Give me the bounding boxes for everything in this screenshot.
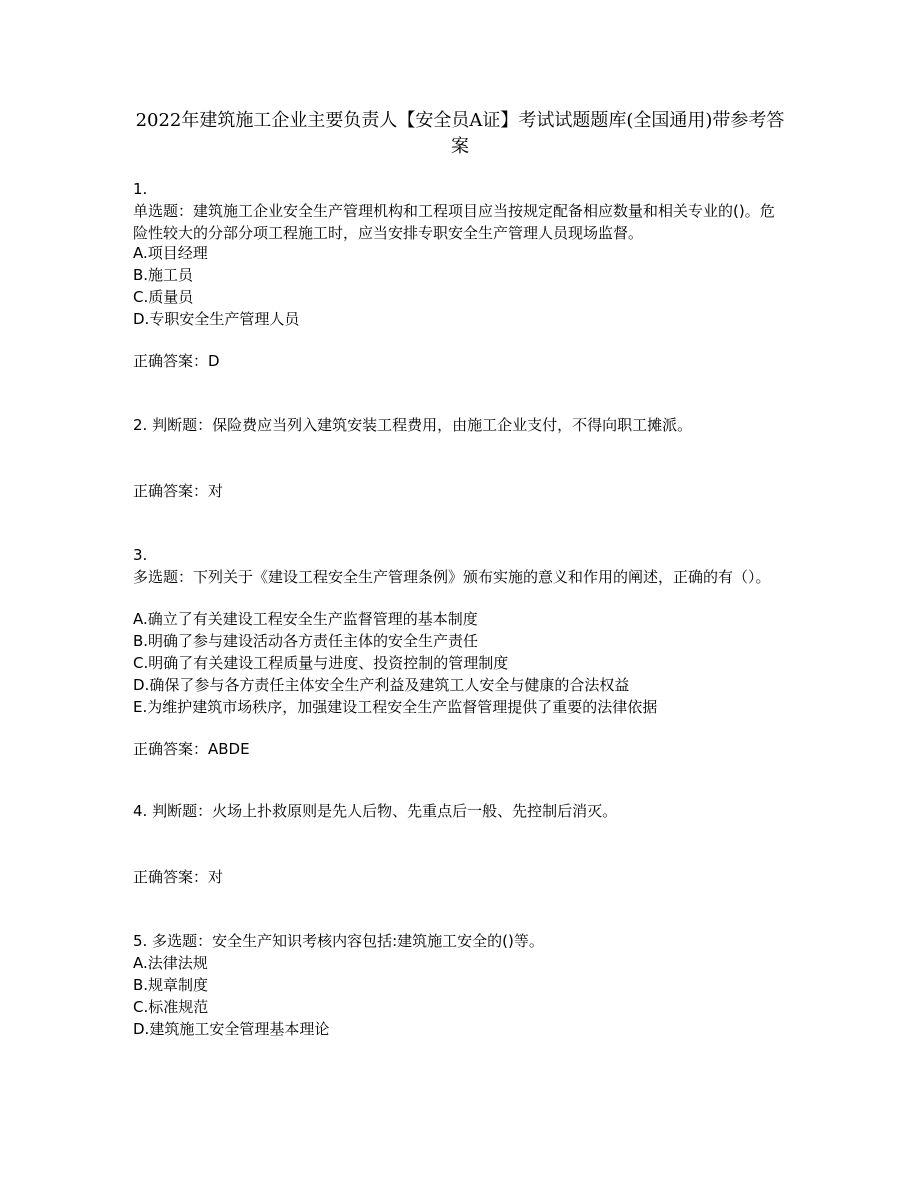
question-stem: 单选题：建筑施工企业安全生产管理机构和工程项目应当按规定配备相应数量和相关专业的()。危险性较大的分部分项工程施工时，应当安排专职安全生产管理人员现场监督。 [133,202,775,242]
answer: 正确答案：D [133,352,220,370]
option: B.明确了参与建设活动各方责任主体的安全生产责任 [133,632,479,650]
question-number: 3. [133,546,148,564]
option: D.确保了参与各方责任主体安全生产利益及建筑工人安全与健康的合法权益 [133,676,630,694]
answer: 正确答案：对 [133,482,224,500]
option: E.为维护建筑市场秩序，加强建设工程安全生产监督管理提供了重要的法律依据 [133,698,658,716]
question-stem: 5. 多选题：安全生产知识考核内容包括:建筑施工安全的()等。 [133,932,544,950]
option: B.规章制度 [133,976,209,994]
answer: 正确答案：ABDE [133,740,250,758]
document-title: 2022年建筑施工企业主要负责人【安全员A证】考试试题题库(全国通用)带参考答案 [135,110,785,157]
option: A.确立了有关建设工程安全生产监督管理的基本制度 [133,610,478,628]
question-stem: 2. 判断题：保险费应当列入建筑安装工程费用，由施工企业支付，不得向职工摊派。 [133,416,693,434]
option: C.标准规范 [133,998,209,1016]
option: A.项目经理 [133,244,208,262]
option: A.法律法规 [133,954,208,972]
option: B.施工员 [133,266,194,284]
option: C.质量员 [133,288,194,306]
option: C.明确了有关建设工程质量与进度、投资控制的管理制度 [133,654,509,672]
option: D.建筑施工安全管理基本理论 [133,1020,330,1038]
question-number: 1. [133,180,148,198]
answer: 正确答案：对 [133,868,224,886]
option: D.专职安全生产管理人员 [133,310,300,328]
question-stem: 多选题：下列关于《建设工程安全生产管理条例》颁布实施的意义和作用的阐述，正确的有（）。 [133,568,771,586]
question-stem: 4. 判断题：火场上扑救原则是先人后物、先重点后一般、先控制后消灭。 [133,802,618,820]
